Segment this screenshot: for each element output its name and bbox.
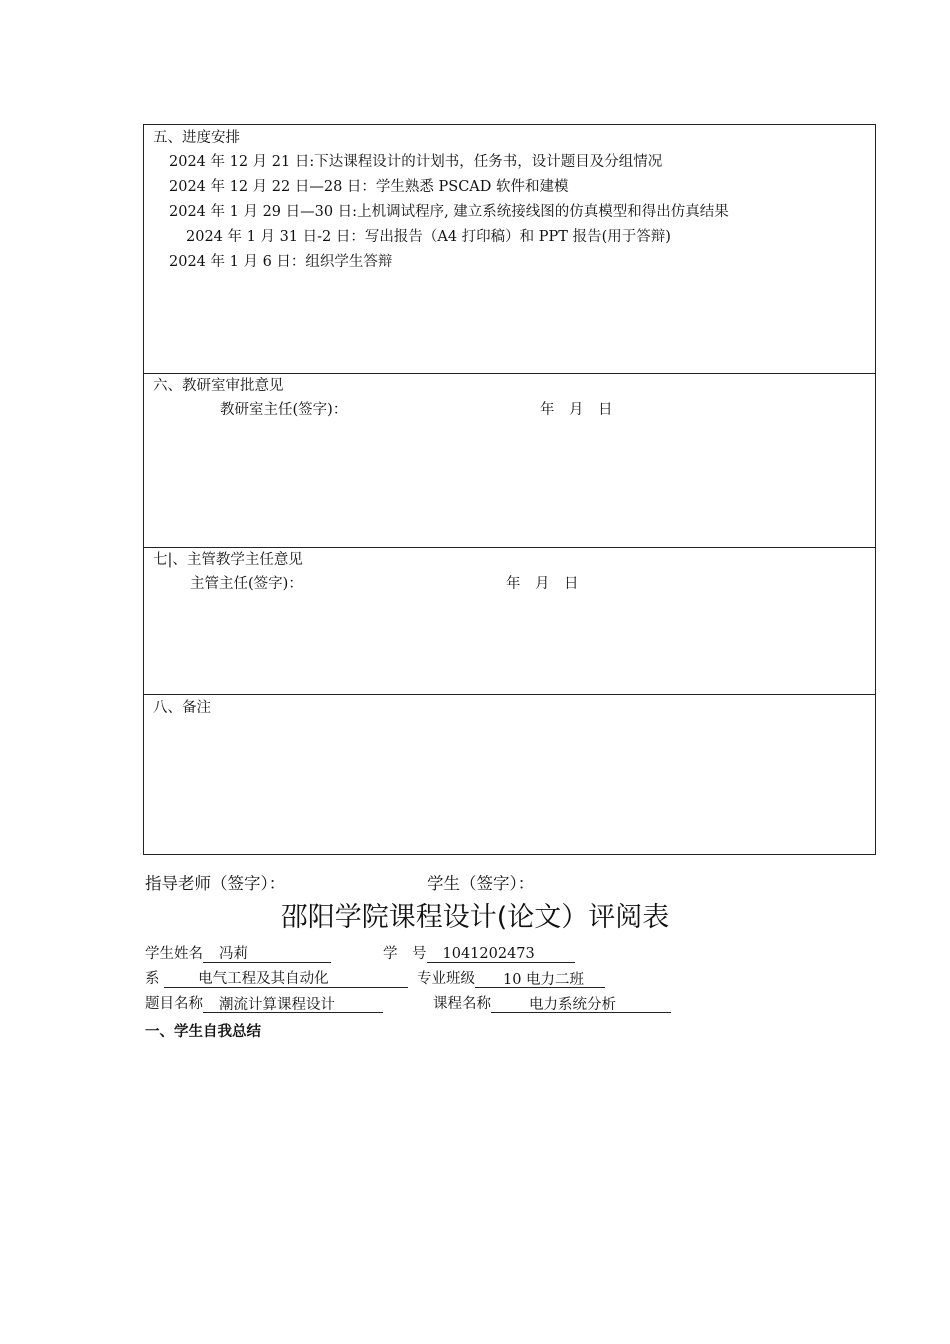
student-signature-label: 学生（签字）： [427,874,535,893]
remarks-section [143,694,876,855]
dept-row [145,970,408,988]
schedule-item: 2024 年 1 月 6 日：组织学生答辩 [169,254,393,270]
dept-value: 电气工程及其自动化 [164,970,408,988]
student-id-row [383,945,575,963]
class-row [417,970,605,988]
director-date-label: 年 月 日 [506,576,579,592]
topic-row [145,995,383,1013]
section-self-summary-heading: 一、学生自我总结 [145,1024,261,1040]
director-signer-label: 主管主任(签字)： [190,576,303,592]
course-label: 课程名称 [433,996,491,1012]
schedule-item: 2024 年 1 月 31 日-2 日：写出报告（A4 打印稿）和 PPT 报告(用于答辩) [186,229,671,245]
schedule-item: 2024 年 12 月 22 日—28 日：学生熟悉 PSCAD 软件和建模 [169,179,569,195]
course-row [433,995,671,1013]
schedule-heading: 五、进度安排 [153,130,240,146]
office-opinion-section [143,373,876,548]
schedule-item: 2024 年 1 月 29 日—30 日:上机调试程序, 建立系统接线图的仿真模型和得出仿真结果 [169,204,729,220]
director-opinion-section [143,547,876,695]
office-signer-label: 教研室主任(签字)： [220,402,348,418]
class-label: 专业班级 [417,971,475,987]
class-value: 10 电力二班 [475,971,605,988]
student-name-label: 学生姓名 [145,946,203,962]
student-name-value: 冯莉 [203,945,331,963]
dept-label: 系 [145,971,160,987]
schedule-item: 2024 年 12 月 21 日:下达课程设计的计划书，任务书，设计题目及分组情况 [169,154,663,170]
page-title: 邵阳学院课程设计(论文）评阅表 [280,902,670,933]
topic-label: 题目名称 [145,996,203,1012]
topic-value: 潮流计算课程设计 [203,996,383,1013]
director-opinion-heading: 七|、主管教学主任意见 [153,552,303,568]
course-value: 电力系统分析 [491,996,671,1013]
office-date-label: 年 月 日 [540,402,613,418]
student-id-label: 学 号 [383,946,427,962]
student-name-row [145,945,331,963]
student-id-value: 1041202473 [427,945,575,963]
office-opinion-heading: 六、教研室审批意见 [153,378,284,394]
advisor-signature-label: 指导老师（签字）： [145,874,286,893]
remarks-heading: 八、备注 [153,700,211,716]
